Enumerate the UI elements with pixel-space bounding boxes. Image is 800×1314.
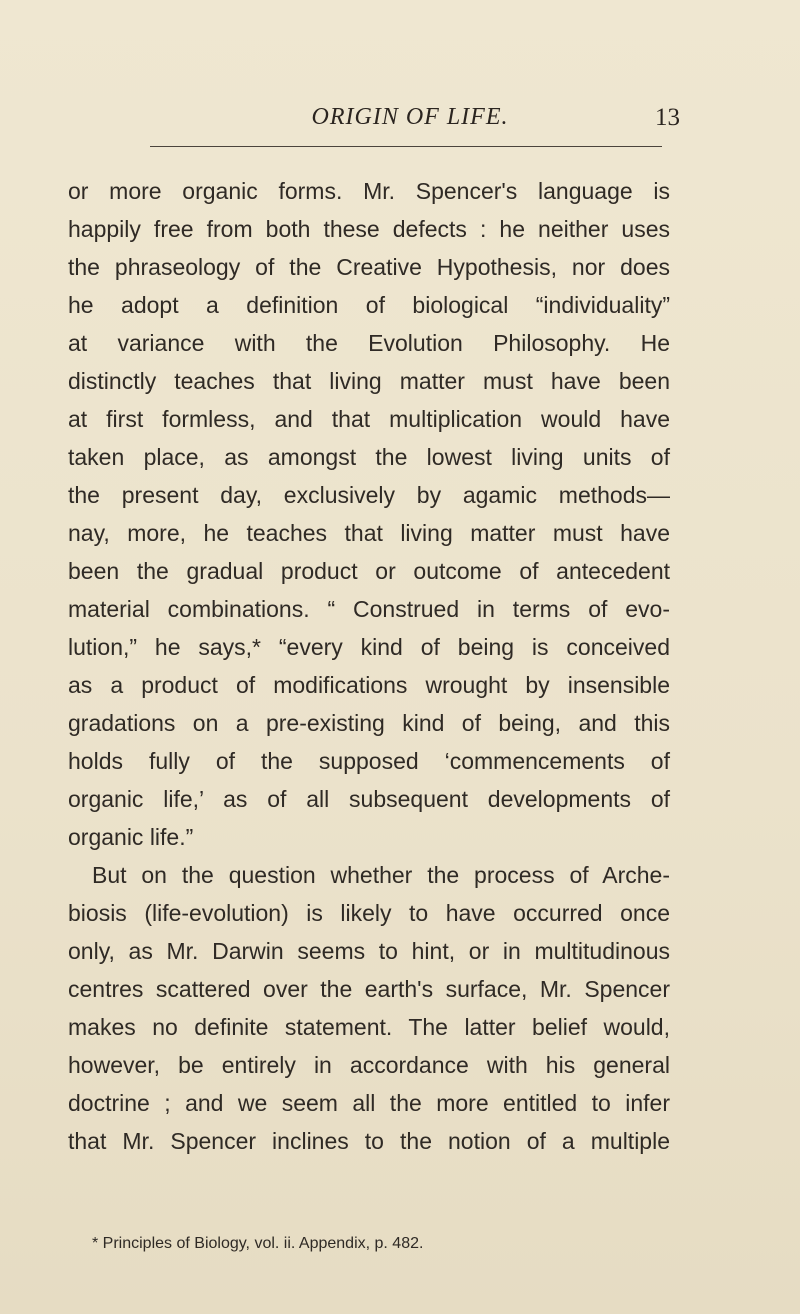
- running-title: ORIGIN OF LIFE.: [311, 104, 509, 130]
- text-line: nay, more, he teaches that living matter must have: [68, 520, 670, 546]
- text-line: the phraseology of the Creative Hypothesis, nor does: [68, 254, 670, 280]
- text-line: makes no definite statement. The latter belief would,: [68, 1014, 670, 1040]
- text-line: organic life.”: [68, 824, 194, 850]
- page-number: 13: [655, 104, 680, 131]
- footnote: * Principles of Biology, vol. ii. Appendix, p. 482.: [92, 1235, 424, 1252]
- text-line: happily free from both these defects : he neither uses: [68, 216, 670, 242]
- text-line: holds fully of the supposed ‘commencements of: [68, 748, 670, 774]
- text-line: distinctly teaches that living matter must have been: [68, 368, 670, 394]
- text-line: centres scattered over the earth's surface, Mr. Spencer: [68, 976, 670, 1002]
- text-line: gradations on a pre-existing kind of being, and this: [68, 710, 670, 736]
- text-line: organic life,’ as of all subsequent developments of: [68, 786, 670, 812]
- text-line: only, as Mr. Darwin seems to hint, or in multitudinous: [68, 938, 670, 964]
- text-line: he adopt a definition of biological “individuality”: [68, 292, 670, 318]
- text-line: at variance with the Evolution Philosophy. He: [68, 330, 670, 356]
- text-line: that Mr. Spencer inclines to the notion of a multiple: [68, 1128, 670, 1154]
- text-line: the present day, exclusively by agamic methods—: [68, 482, 670, 508]
- text-line: at first formless, and that multiplication would have: [68, 406, 670, 432]
- running-head: [140, 104, 680, 140]
- header-rule: [150, 146, 662, 147]
- text-line: lution,” he says,* “every kind of being is conceived: [68, 634, 670, 660]
- text-line: taken place, as amongst the lowest living units of: [68, 444, 670, 470]
- text-line: or more organic forms. Mr. Spencer's language is: [68, 178, 670, 204]
- text-line: been the gradual product or outcome of antecedent: [68, 558, 670, 584]
- text-line: But on the question whether the process of Arche-: [92, 862, 670, 888]
- text-line: as a product of modifications wrought by insensible: [68, 672, 670, 698]
- text-line: however, be entirely in accordance with his general: [68, 1052, 670, 1078]
- text-line: material combinations. “ Construed in terms of evo-: [68, 596, 670, 622]
- text-line: doctrine ; and we seem all the more entitled to infer: [68, 1090, 670, 1116]
- text-line: biosis (life-evolution) is likely to have occurred once: [68, 900, 670, 926]
- body-text: [68, 172, 670, 1160]
